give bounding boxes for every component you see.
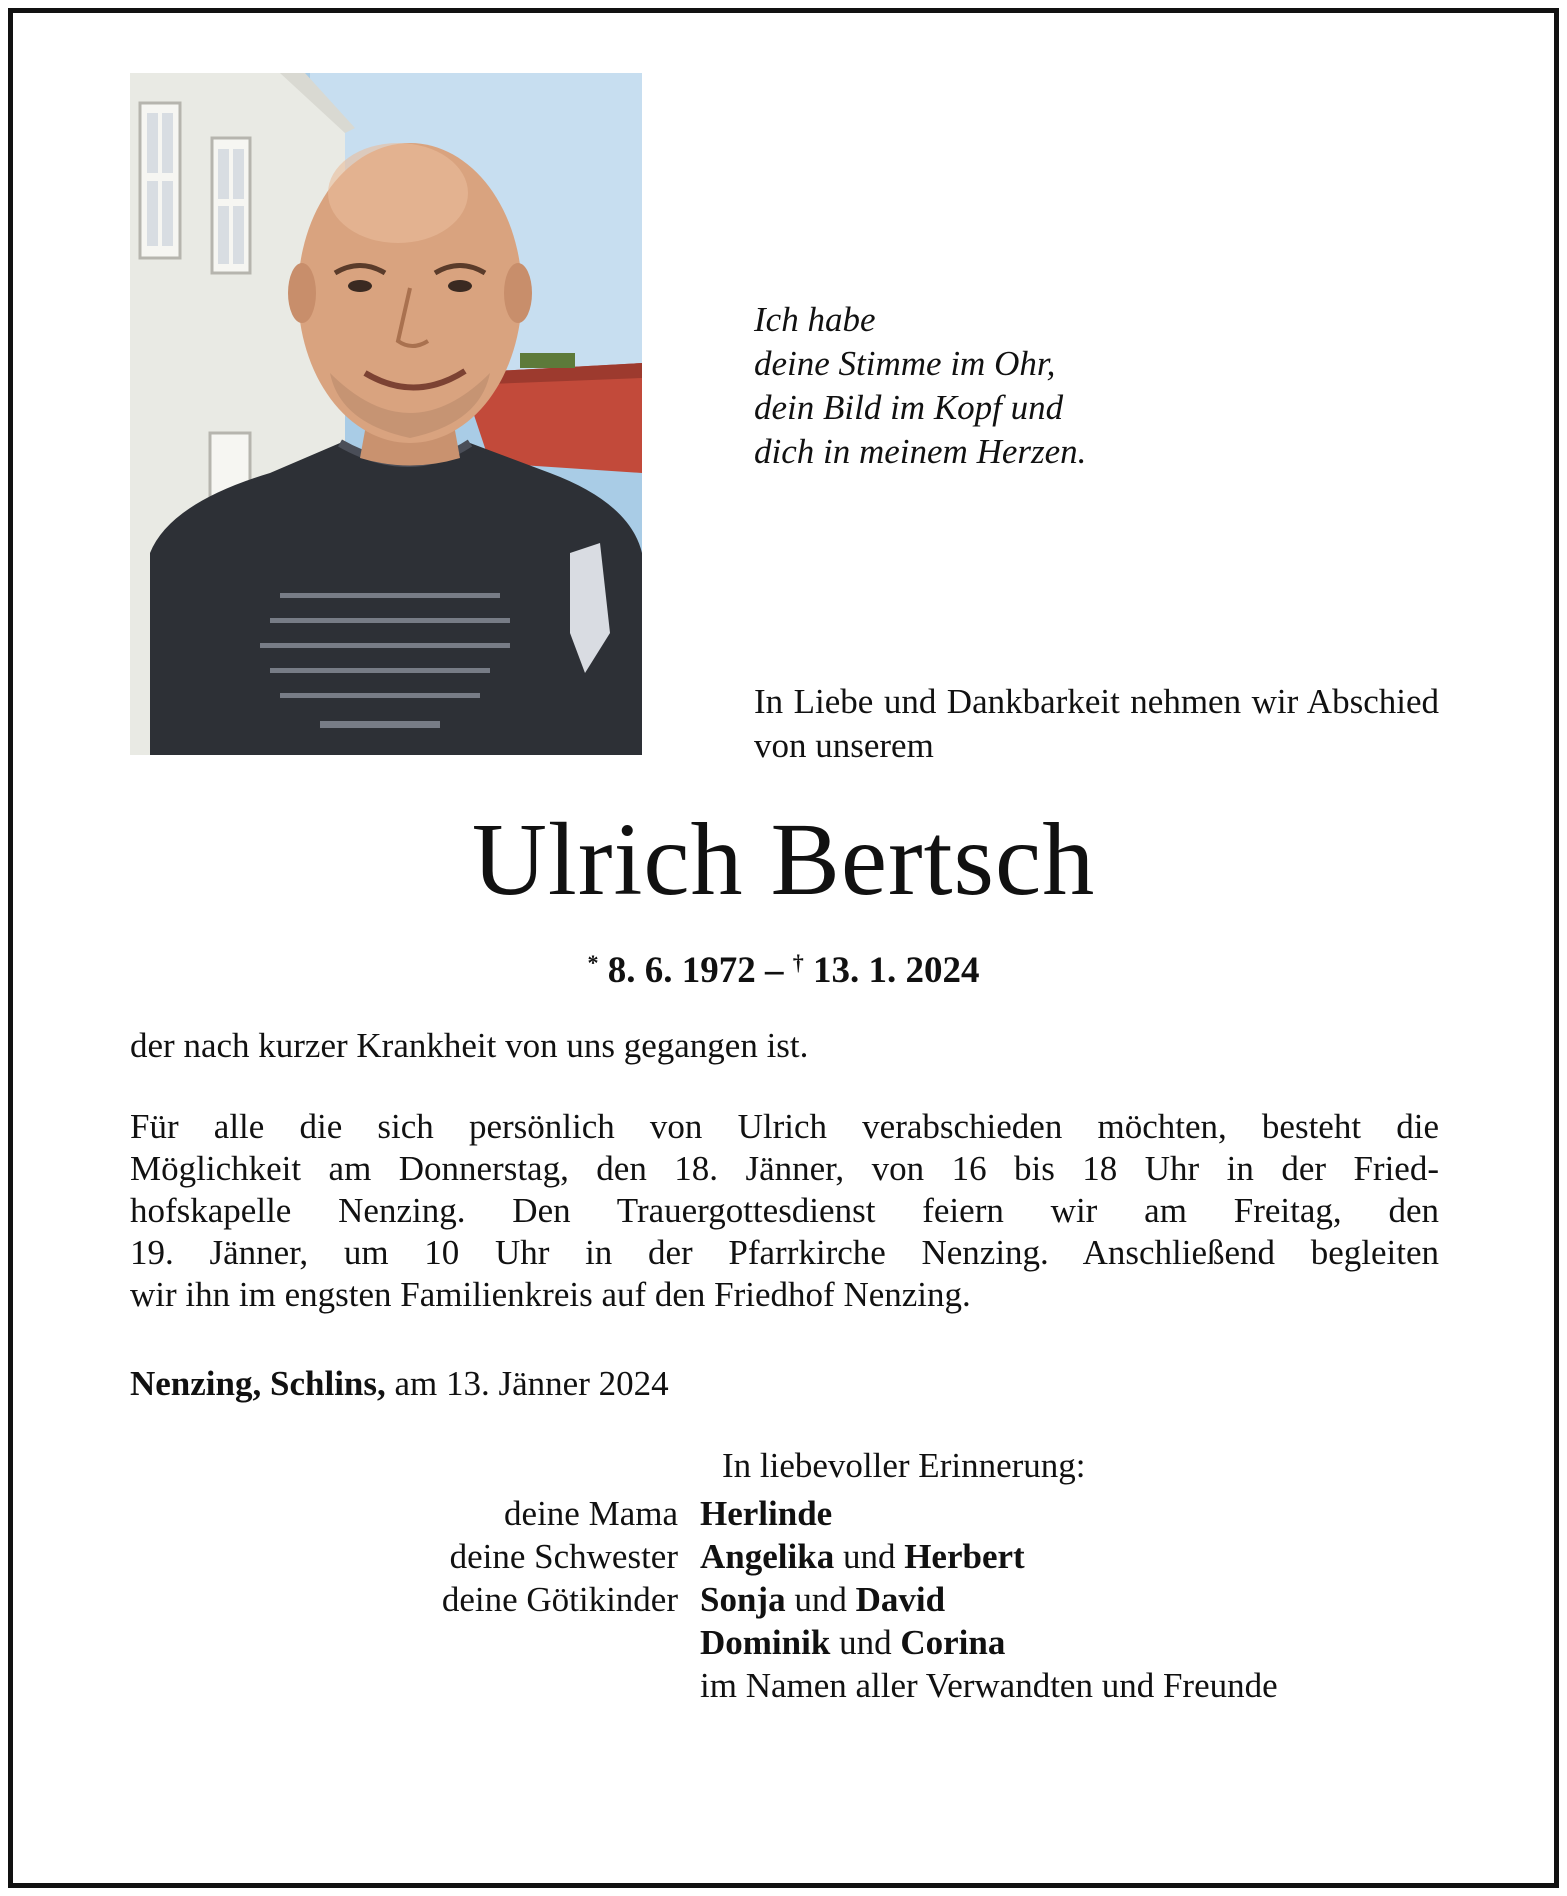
funeral-details	[130, 1106, 1439, 1316]
death-date: 13. 1. 2024	[813, 950, 980, 991]
quote-line: dich in meinem Herzen.	[754, 432, 1087, 471]
mourner-name: Sonja	[700, 1580, 786, 1619]
life-dates	[0, 940, 1567, 994]
mourner-name: David	[855, 1580, 946, 1619]
funeral-details-line: Für alle die sich persönlich von Ulrich verabschieden möchten, besteht die	[130, 1107, 1439, 1146]
notice-date: am 13. Jänner 2024	[394, 1364, 669, 1403]
conjunction: und	[830, 1623, 901, 1662]
funeral-details-line: wir ihn im engsten Familienkreis auf den Friedhof Nenzing.	[130, 1275, 971, 1314]
mourner-row	[130, 1578, 1440, 1621]
mourner-row	[130, 1664, 1440, 1707]
funeral-details-line: 19. Jänner, um 10 Uhr in der Pfarrkirche Nenzing. Anschließend begleiten	[130, 1233, 1439, 1272]
memory-heading: In liebevoller Erinnerung:	[722, 1446, 1086, 1485]
mourner-name: Dominik	[700, 1623, 831, 1662]
quote-line: dein Bild im Kopf und	[754, 388, 1064, 427]
conjunction: und	[834, 1537, 905, 1576]
funeral-details-line: Möglichkeit am Donnerstag, den 18. Jänner, von 16 bis 18 Uhr in der Fried-	[130, 1149, 1439, 1188]
funeral-details-line: hofskapelle Nenzing. Den Trauergottesdienst feiern wir am Freitag, den	[130, 1191, 1439, 1230]
mourner-relation: deine Götikinder	[441, 1580, 678, 1619]
mourner-name: Herlinde	[700, 1494, 833, 1533]
quote-line: deine Stimme im Ohr,	[754, 344, 1056, 383]
mourner-relation: deine Schwester	[449, 1537, 678, 1576]
mourner-relation: deine Mama	[504, 1494, 678, 1533]
mourner-row	[130, 1492, 1440, 1535]
mourner-name: Corina	[900, 1623, 1006, 1662]
birth-date: 8. 6. 1972	[607, 950, 756, 991]
mourner-names	[700, 1578, 1440, 1621]
portrait-photo	[130, 73, 642, 755]
deceased-name: Ulrich Bertsch	[471, 802, 1096, 917]
mourner-row	[130, 1621, 1440, 1664]
birth-symbol: *	[587, 950, 599, 975]
farewell-intro: In Liebe und Dankbarkeit nehmen wir Abschied von unserem	[754, 682, 1439, 765]
mourner-relation	[130, 1621, 700, 1664]
mourner-name: Herbert	[904, 1537, 1025, 1576]
mourner-row	[130, 1535, 1440, 1578]
mourner-names	[700, 1621, 1440, 1664]
passed-text: der nach kurzer Krankheit von uns gegangen ist.	[130, 1026, 809, 1065]
places: Nenzing, Schlins,	[130, 1364, 386, 1403]
mourner-names	[700, 1535, 1440, 1578]
date-separator: –	[765, 950, 784, 991]
mourner-name: Angelika	[700, 1537, 835, 1576]
place-and-date	[130, 1362, 669, 1406]
mourners-list	[130, 1492, 1440, 1707]
memorial-quote	[754, 298, 1086, 474]
closing-line: im Namen aller Verwandten und Freunde	[700, 1666, 1278, 1705]
conjunction: und	[785, 1580, 856, 1619]
quote-line: Ich habe	[754, 300, 876, 339]
portrait-photo-image	[130, 73, 642, 755]
death-symbol: †	[792, 950, 804, 975]
mourner-names	[700, 1492, 1440, 1535]
mourner-relation	[130, 1664, 700, 1707]
